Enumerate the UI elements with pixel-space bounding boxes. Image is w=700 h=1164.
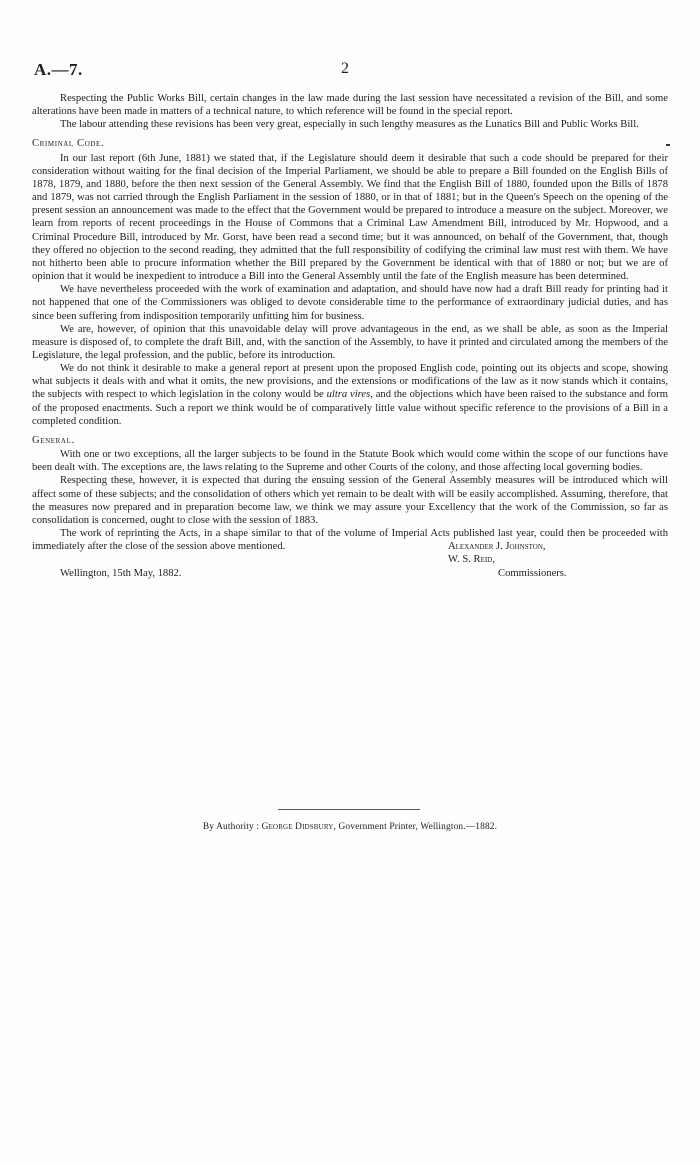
paper-code: A.—7. <box>34 60 83 79</box>
commissioner-2: W. S. Reid, <box>448 554 495 566</box>
criminal-code-paragraph-1: In our last report (6th June, 1881) we stated that, if the Legislature should deem it desirable that such a code should be prepared for their consideration without waiting for the final decision of the Imperial Parliament, we should be able to prepare a Bill founded on the English Bills of 1878, 1879, and 1880, before the then next session of the General Assembly. We find that the English Bill of 1880, founded upon the Bills of 1878 and 1879, was not carried through the English Parliament in the session of 1880, or in that of 1881; but in the Queen's Speech on the opening of the present session an announcement was made to the effect that the Government would be prepared to introduce a measure on the subject. Moreover, we learn from reports of recent proceedings in the House of Commons that a Criminal Law Amendment Bill, introduced by Mr. Hopwood, and a Criminal Procedure Bill, introduced by Mr. Gorst, have been read a second time; but it was announced, on behalf of the Government, that, though they offered no objection to the second reading, they admitted that the full responsibility of codifying the criminal law must rest with them. We have not hitherto been able to procure information whether the Bill prepared by the Government be identical with that of 1880 or not; but we are of opinion that it would be inexpedient to introduce a Bill into the General Assembly until the fate of the English measure has been determined. <box>32 152 668 283</box>
criminal-code-paragraph-4 <box>32 362 668 428</box>
signature-block <box>32 541 668 597</box>
general-paragraph-3: The work of reprinting the Acts, in a shape similar to that of the volume of Imperial Acts published last year, could then be proceeded with immediately after the close of the session above mentioned. <box>32 528 668 553</box>
general-paragraph-1: With one or two exceptions, all the larger subjects to be found in the Statute Book which would come within the scope of our functions have been dealt with. The exceptions are, the laws relating to the Supreme and other Courts of the colony, and those affecting local governing bodies. <box>32 449 668 474</box>
commissioner-1: Alexander J. Johnston, <box>448 541 546 553</box>
commissioners-role: Commissioners. <box>498 568 567 580</box>
italic-phrase: ultra vires <box>326 389 371 401</box>
footer-rule <box>278 809 420 810</box>
paragraph-text: We do not think it desirable to make a general report at present upon the proposed English code, pointing out its objects and scope, showing what subjects it deals with and what it omits, the new provisions, and the extensions or modifications of the law as it now stands which it contains, the subjects with respect to which legislation in the colony would be <box>32 363 668 401</box>
imprint-suffix: Government Printer, Wellington.—1882. <box>338 822 498 832</box>
criminal-code-paragraph-2: We have nevertheless proceeded with the work of examination and adaptation, and should have now had a draft Bill ready for printing had it not happened that one of the Commissioners was obliged to devote considerable time to the performance of extraordinary judicial duties, and has since been suffering from indisposition temporarily unfitting him for business. <box>32 284 668 322</box>
criminal-code-paragraph-3: We are, however, of opinion that this unavoidable delay will prove advantageous in the end, as we shall be able, as soon as the Imperial measure is disposed of, to complete the draft Bill, and, with the sanction of the Assembly, to have it printed and circulated among the members of the Legislature, the legal profession, and the public, before its introduction. <box>32 323 668 361</box>
imprint-prefix: By Authority : <box>202 822 260 832</box>
section-heading-general: General. <box>32 434 75 446</box>
printer-name: George Didsbury, <box>261 822 336 832</box>
document-body <box>32 92 668 597</box>
printer-imprint <box>0 822 700 832</box>
paragraph-text: , and the objections which have been raised to the substance and form of the proposed enactments. Such a report we think would be of comparatively little value without specific reference to the provisions of a Bill in a completed condition. <box>32 389 668 427</box>
intro-paragraph-1: Respecting the Public Works Bill, certain changes in the law made during the last session have necessitated a revision of the Bill, and some alterations have been made in matters of a technical nature, to which reference will be found in the special report. <box>32 93 668 118</box>
general-paragraph-2: Respecting these, however, it is expected that during the ensuing session of the General Assembly measures will be introduced which will affect some of these subjects; and the consolidation of others which yet remain to be dealt with will be easily accomplished. Assuming, therefore, that the measures now prepared and in preparation become law, we think we may assure your Excellency that the work of the Commission, so far as consolidation is concerned, ought to close with the session of 1883. <box>32 475 668 526</box>
intro-paragraph-2: The labour attending these revisions has been very great, especially in such lengthy measures as the Lunatics Bill and Public Works Bill. <box>60 119 639 131</box>
place-date: Wellington, 15th May, 1882. <box>60 568 182 580</box>
section-heading-criminal-code: Criminal Code. <box>32 138 105 150</box>
page-number: 2 <box>341 60 349 77</box>
